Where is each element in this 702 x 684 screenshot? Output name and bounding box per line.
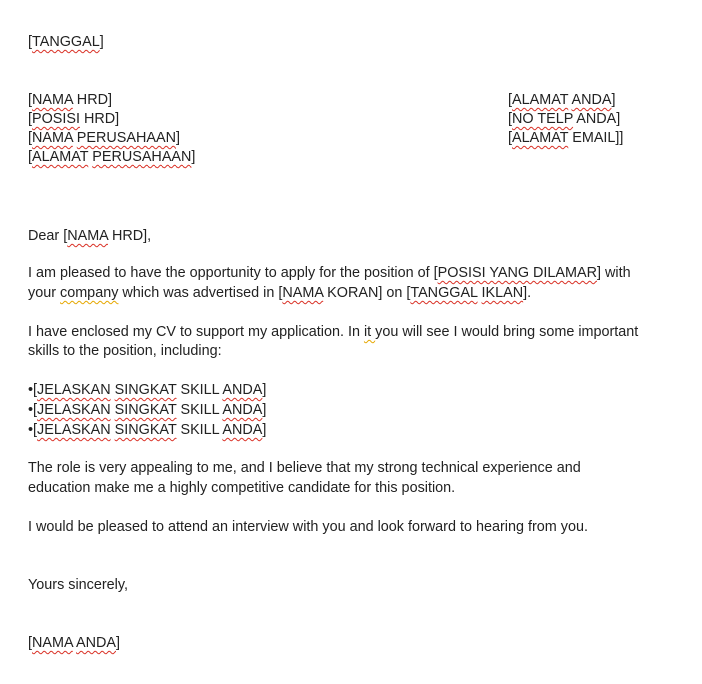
recipient-line-3: [NAMA PERUSAHAAN] [28,130,180,146]
paragraph-1-line-2: your company which was advertised in [NAMA KORAN] on [TANGGAL IKLAN]. [28,285,532,301]
paragraph-2-line-1: I have enclosed my CV to support my application. In it you will see I would bring some important [28,324,639,340]
paragraph-3-line-1: The role is very appealing to me, and I believe that my strong technical experience and [28,460,581,476]
salutation: Dear [NAMA HRD], [28,228,152,244]
bullet-item-3: •[JELASKAN SINGKAT SKILL ANDA] [28,422,267,438]
paragraph-4: I would be pleased to attend an interview with you and look forward to hearing from you. [28,519,588,535]
sender-line-2: [NO TELP ANDA] [508,111,621,127]
bullet-item-2: •[JELASKAN SINGKAT SKILL ANDA] [28,402,267,418]
paragraph-1-line-1: I am pleased to have the opportunity to apply for the position of [POSISI YANG DILAMAR] with [28,265,631,281]
bullet-item-1: •[JELASKAN SINGKAT SKILL ANDA] [28,382,267,398]
recipient-line-2: [POSISI HRD] [28,111,120,127]
recipient-line-1: [NAMA HRD] [28,92,112,108]
recipient-line-4: [ALAMAT PERUSAHAAN] [28,149,196,165]
letter-date: [TANGGAL] [28,34,104,50]
sender-line-3: [ALAMAT EMAIL]] [508,130,624,146]
paragraph-2-line-2: skills to the position, including: [28,343,222,359]
signature: [NAMA ANDA] [28,635,120,651]
closing: Yours sincerely, [28,577,128,593]
sender-line-1: [ALAMAT ANDA] [508,92,616,108]
paragraph-3-line-2: education make me a highly competitive candidate for this position. [28,480,456,496]
